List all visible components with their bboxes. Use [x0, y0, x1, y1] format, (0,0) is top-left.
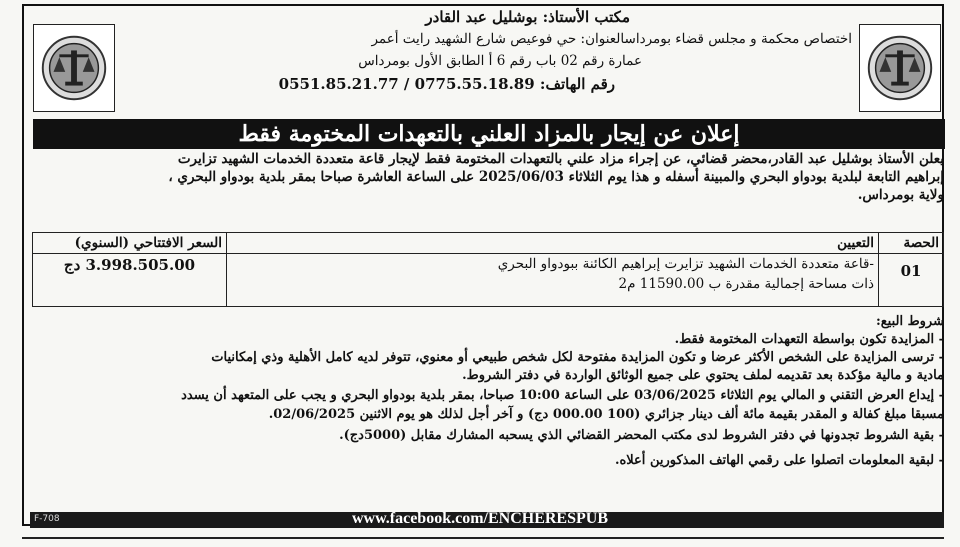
designation-column-header: التعيين [227, 233, 879, 254]
intro-line-2: إبراهيم التابعة لبلدية بودواو البحري والمبينة أسفله و هذا يوم الثلاثاء 2025/06/03 على الساعة العاشرة صباحا بمقر بلدية بودواو البحري ، [168, 169, 944, 185]
lots-table [32, 232, 944, 307]
condition-line: مسبقا مبلغ كفالة و المقدر بقيمة مائة ألف دينار جزائري (100 000.00 دج) و آخر أجل لذلك هو يوم الاثنين 02/06/2025. [268, 407, 944, 422]
price-column-header: السعر الافتتاحي (السنوي) [33, 233, 227, 254]
justice-scales-emblem-icon [33, 24, 115, 112]
condition-line: - ترسى المزايدة على الشخص الأكثر عرضا و تكون المزايدة مفتوحة لكل شخص طبيعي أو معنوي، تتوفر لديه كامل الأهلية وذي إمكانيات [211, 350, 944, 365]
table-row [33, 254, 944, 307]
condition-line: - بقية الشروط تجدونها في دفتر الشروط لدى مكتب المحضر القضائي الذي يسحبه المشارك مقابل (5000دج). [339, 428, 944, 443]
announcement-title: إعلان عن إيجار بالمزاد العلني بالتعهدات المختومة فقط [33, 119, 945, 149]
justice-scales-emblem-icon [859, 24, 941, 112]
office-name: مكتب الأستاذ: بوشليل عبد القادر [425, 8, 630, 26]
condition-line: - إيداع العرض التقني و المالي يوم الثلاثاء 03/06/2025 على الساعة 10:00 صباحا، بمقر بلدية بودواو البحري و يجب على المتعهد أن يسدد [181, 388, 944, 403]
condition-line: مادية و مالية مؤكدة بعد تقديمه لملف يحتوي على جميع الوثائق الواردة في دفتر الشروط. [462, 368, 944, 383]
ad-code: F-708 [34, 514, 60, 524]
table-header-row [33, 233, 944, 254]
phone-numbers: رقم الهاتف: 0775.55.18.89 / 0551.85.21.77 [278, 75, 615, 93]
designation-line: -قاعة متعددة الخدمات الشهيد تزايرت إبراهيم الكائنة ببودواو البحري [497, 256, 874, 272]
conditions-heading: شروط البيع: [875, 314, 944, 329]
opening-price: 3.998.505.00 دج [33, 254, 227, 307]
designation-area-line: ذات مساحة إجمالية مقدرة ب 11590.00 م2 [618, 276, 874, 292]
condition-line: - لبقية المعلومات اتصلوا على رقمي الهاتف المذكورين أعلاه. [614, 453, 944, 468]
condition-line: - المزايدة تكون بواسطة التعهدات المختومة فقط. [674, 332, 944, 347]
lot-column-header: الحصة [879, 233, 944, 254]
lot-number: 01 [879, 254, 944, 307]
next-page-edge [22, 537, 944, 547]
footer-url[interactable]: www.facebook.com/ENCHERESPUB [351, 510, 608, 527]
lot-designation [227, 254, 879, 307]
building-address: عمارة رقم 02 باب رقم 6 أ الطابق الأول بومرداس [358, 53, 642, 69]
jurisdiction-address: اختصاص محكمة و مجلس قضاء بومرداسالعنوان: حي فوعيص شارع الشهيد رايت أعمر [371, 31, 852, 47]
intro-line-3: ولاية بومرداس. [857, 187, 944, 203]
intro-line-1: يعلن الأستاذ بوشليل عبد القادر،محضر قضائي، عن إجراء مزاد علني بالتعهدات المختومة فقط لإيجار قاعة متعددة الخدمات الشهيد تزايرت [177, 151, 944, 167]
